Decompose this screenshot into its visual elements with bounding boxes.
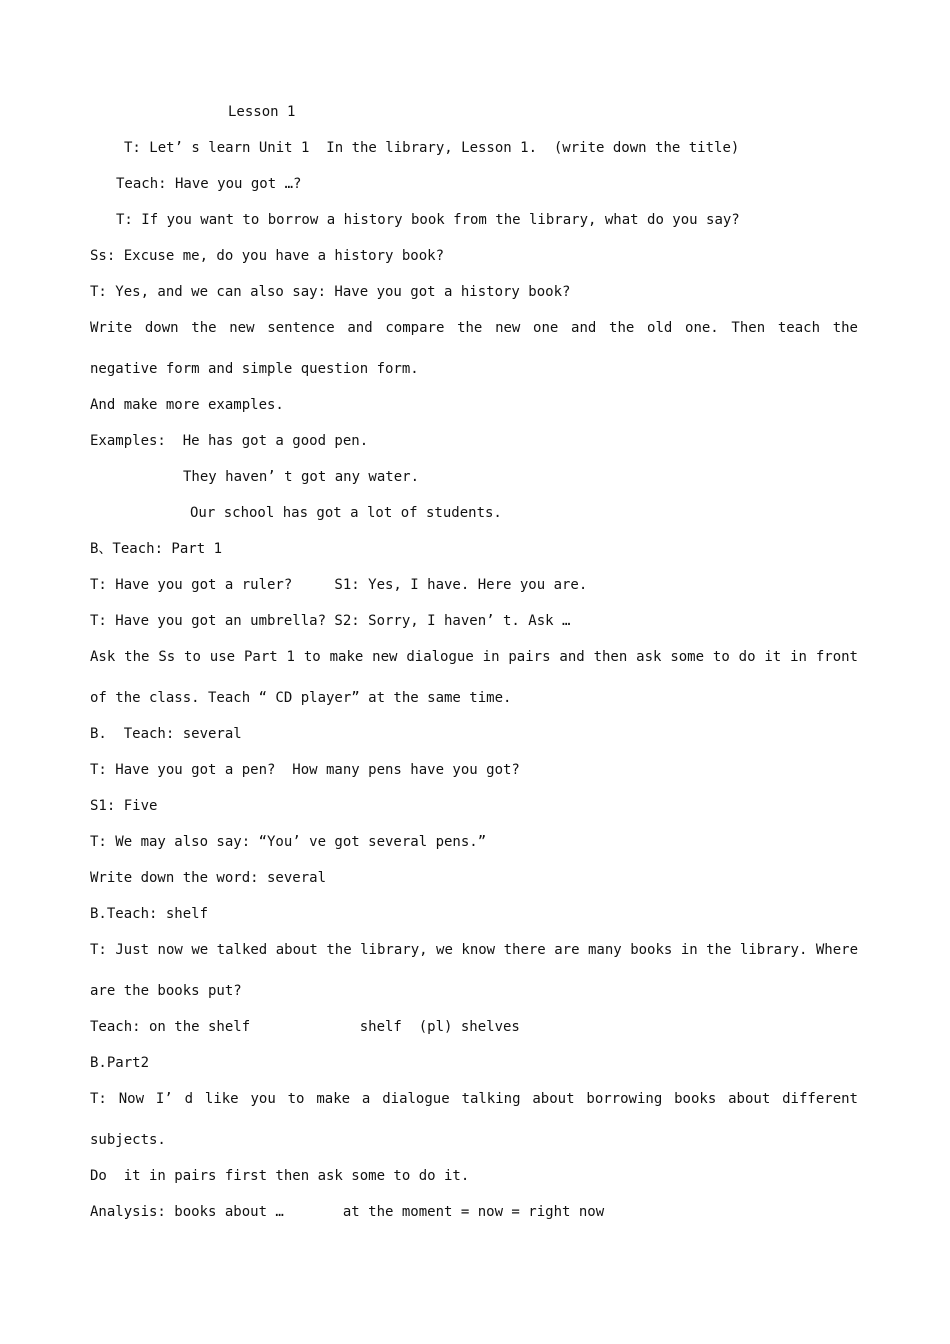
text-line: Examples: He has got a good pen. — [90, 433, 369, 449]
text-line: T: Just now we talked about the library, we know there are many books in the library. Where — [90, 942, 858, 958]
text-line: And make more examples. — [90, 397, 284, 413]
section-heading: B.Part2 — [90, 1055, 150, 1071]
section-heading: B、Teach: Part 1 — [90, 541, 223, 557]
text-line: Teach: Have you got …? — [116, 176, 302, 192]
text-line: Write down the new sentence and compare the new one and the old one. Then teach the — [90, 320, 858, 336]
text-line: T: Yes, and we can also say: Have you got a history book? — [90, 284, 571, 300]
text-line: are the books put? — [90, 983, 242, 999]
text-line: T: If you want to borrow a history book from the library, what do you say? — [116, 212, 740, 228]
text-line: subjects. — [90, 1132, 166, 1148]
text-line: Do it in pairs first then ask some to do it. — [90, 1168, 470, 1184]
text-line: T: Have you got a ruler? S1: Yes, I have. Here you are. — [90, 577, 588, 593]
text-line: T: Now I’ d like you to make a dialogue talking about borrowing books about different — [90, 1091, 858, 1107]
lesson-title: Lesson 1 — [228, 104, 296, 120]
text-line: negative form and simple question form. — [90, 361, 419, 377]
text-line: Our school has got a lot of students. — [190, 505, 502, 521]
text-line: T: Let’ s learn Unit 1 In the library, Lesson 1. (write down the title) — [124, 140, 740, 156]
section-heading: B.Teach: shelf — [90, 906, 209, 922]
text-line: Ask the Ss to use Part 1 to make new dialogue in pairs and then ask some to do it in front — [90, 649, 858, 665]
text-line: Analysis: books about … at the moment = now = right now — [90, 1204, 605, 1220]
text-line: Ss: Excuse me, do you have a history book? — [90, 248, 445, 264]
text-line: T: We may also say: “You’ ve got several pens.” — [90, 834, 487, 850]
text-line: Teach: on the shelf shelf (pl) shelves — [90, 1019, 520, 1035]
section-heading: B. Teach: several — [90, 726, 242, 742]
text-line: T: Have you got an umbrella? S2: Sorry, I haven’ t. Ask … — [90, 613, 571, 629]
text-line: T: Have you got a pen? How many pens have you got? — [90, 762, 520, 778]
text-line: They haven’ t got any water. — [183, 469, 420, 485]
text-line: Write down the word: several — [90, 870, 327, 886]
text-line: of the class. Teach “ CD player” at the same time. — [90, 690, 512, 706]
text-line: S1: Five — [90, 798, 158, 814]
